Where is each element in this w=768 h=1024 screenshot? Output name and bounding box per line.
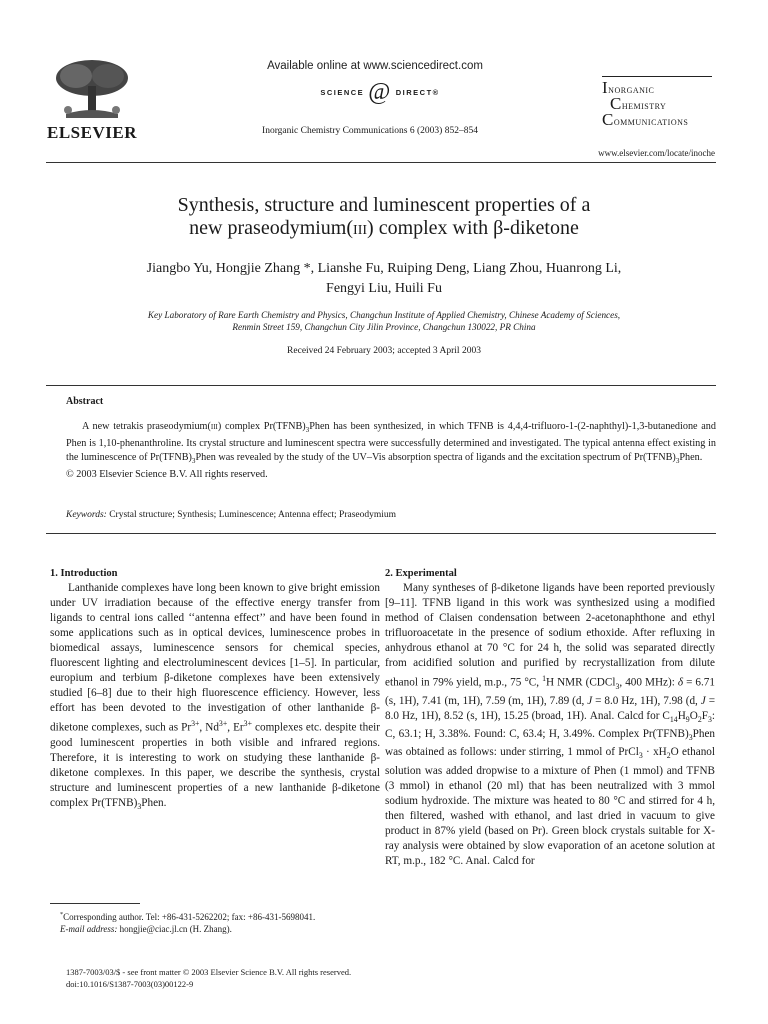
footnote-corresponding: *Corresponding author. Tel: +86-431-5262202; fax: +86-431-5698041. [60,911,316,922]
journal-logo-word1: norganic [608,84,655,96]
publisher-name: ELSEVIER [47,123,137,142]
column-right [385,566,715,869]
title-line1: Synthesis, structure and luminescent properties of a [177,194,591,216]
keywords-text: Crystal structure; Synthesis; Luminescence; Antenna effect; Praseodymium [109,510,397,520]
footnote [50,909,380,935]
email-link[interactable]: hongjie@ciac.jl.cn [119,924,188,934]
journal-logo-line3: Communications [602,110,689,129]
keywords [66,510,716,520]
footnote-rule [50,903,140,904]
elsevier-logo [46,56,146,143]
journal-logo-line2: Chemistry [610,94,667,113]
column-left [50,566,380,814]
affiliation: Key Laboratory of Rare Earth Chemistry and Physics, Changchun Institute of Applied Chemistry, Chinese Academy of Sciences, Renmin Street 159, Changchun City Jilin Province, Changchun 130022, PR China [147,310,621,332]
intro-heading: 1. Introduction [50,568,118,579]
experimental-heading: 2. Experimental [385,568,457,579]
sd-right: DIRECT® [395,87,440,97]
experimental-paragraph: Many syntheses of β-diketone ligands have been reported previously [9–11]. TFNB ligand in this work was synthesized using a modified method of Claisen condensation between 2-acetonaphthone and ethyl trifluoroacetate in the presence of sodium ethoxide. After refluxing in anhydrous ethanol at 70 °C for 24 h, the solid was separated directly from acidified solution and purified by recrystallization from dilute ethanol in 79% yield, m.p., 75 °C, $^1$H NMR (CDCl$_3$, 400 MHz): δ = 6.71 (s, 1H), 7.41 (m, 1H), 7.59 (m, 1H), 7.89 (d, J = 8.0 Hz, 1H), 7.98 (d, J = 8.0 Hz, 1H), 8.52 (s, 1H), 15.25 (broad, 1H). Anal. Calcd for $C_{14}H_9O_2F_3$: C, 63.1; H, 3.38%. Found: C, 63.4; H, 3.49%. Complex $Pr(TFNB)_3Phen$ was obtained as follows: under stirring, 1 mmol of PrCl$_3$ · $xH_2O$ ethanol solution was added dropwise to a mixture of Phen (1 mmol) and TFNB (3 mmol) in ethanol (20 ml) that has been neutralized with 3 mmol sodium hydroxide. The mixture was heated to 80 °C and stirred for 4 h, then filtered, washed with ethanol, and last dried in vacuum to give product in 87% yield (based on Pr). Green block crystals suitable for X-ray analysis were obtained by slow evaporation of an acetone solution at RT, m.p., 182 °C. Anal. Calcd for [385,582,716,867]
abstract-copyright: © 2003 Elsevier Science B.V. All rights reserved. [66,468,268,480]
article-title [80,194,688,240]
authors-line2: Fengyi Liu, Huili Fu [326,281,442,296]
journal-logo-line1: Inorganic [602,78,655,97]
journal-logo-rule [602,76,712,77]
journal-url[interactable]: www.elsevier.com/locate/inoche [598,148,715,158]
elsevier-tree-icon [46,56,138,120]
footnote-email: E-mail address: hongjie@ciac.jl.cn (H. Zhang). [60,924,232,934]
doi-line: doi:10.1016/S1387-7003(03)00122-9 [66,979,194,989]
received-dates: Received 24 February 2003; accepted 3 April 2003 [287,346,481,356]
sd-left: SCIENCE [320,87,365,97]
sciencedirect-logo [300,80,460,104]
body-divider [46,533,716,534]
header-divider [46,162,716,163]
issn-line: 1387-7003/03/$ - see front matter © 2003 Elsevier Science B.V. All rights reserved. [66,967,352,977]
title-line2: new praseodymium(iii) complex with β-diketone [189,217,579,239]
abstract-body [66,420,716,481]
journal-citation: Inorganic Chemistry Communications 6 (2003) 852–854 [262,126,478,136]
sd-at-icon: @ [368,79,392,105]
keywords-label: Keywords: [66,510,107,520]
front-matter [66,966,566,990]
abstract-heading: Abstract [66,396,104,407]
journal-logo [602,76,722,129]
abstract-divider [46,385,716,386]
abstract-paragraph: A new tetrakis praseodymium(iii) complex $Pr(TFNB)_3Phen$ has been synthesized, in which TFNB is 4,4,4-trifluoro-1-(2-naphthyl)-1,3-butanedione and Phen is 1,10-phenanthroline. Its crystal structure and luminescent spectra were successfully determined and investigated. The typical antenna effect existing in the luminescence of $Pr(TFNB)_3Phen$ was revealed by the study of the UV–Vis absorption spectra of ligands and the excitation spectrum of $Pr(TFNB)_3Phen$. [66,421,716,465]
authors-line1: Jiangbo Yu, Hongjie Zhang *, Lianshe Fu, Ruiping Deng, Liang Zhou, Huanrong Li, [146,261,622,276]
intro-paragraph: Lanthanide complexes have long been known to give bright emission under UV irradiation because of the effective energy transfer from ligands to central ions called ‘‘antenna effect’’ and have been found in some applications such as in optical devices, luminescence probes in biomedical assays, luminescence sensors for chemical species, fluorescent lighting and electroluminescent devices [1–5]. In particular, europium and terbium β-diketone complexes have been extensively studied [6–8] due to their high fluorescence efficiency. However, less effort has been devoted to the investigation of other lanthanide β-diketone complexes, such as $Pr^{3+}$, $Nd^{3+}$, $Er^{3+}$ complexes etc. despite their good luminescent properties in both visible and infrared regions. Therefore, it is interesting to work on studying these lanthanide β-diketone complexes. In this paper, we describe the synthesis, crystal structure and luminescent properties of a new lanthanide β-diketone complex $Pr(TFNB)_3Phen$. [50,582,380,811]
author-list [60,259,708,299]
available-online: Available online at www.sciencedirect.com [267,60,483,72]
